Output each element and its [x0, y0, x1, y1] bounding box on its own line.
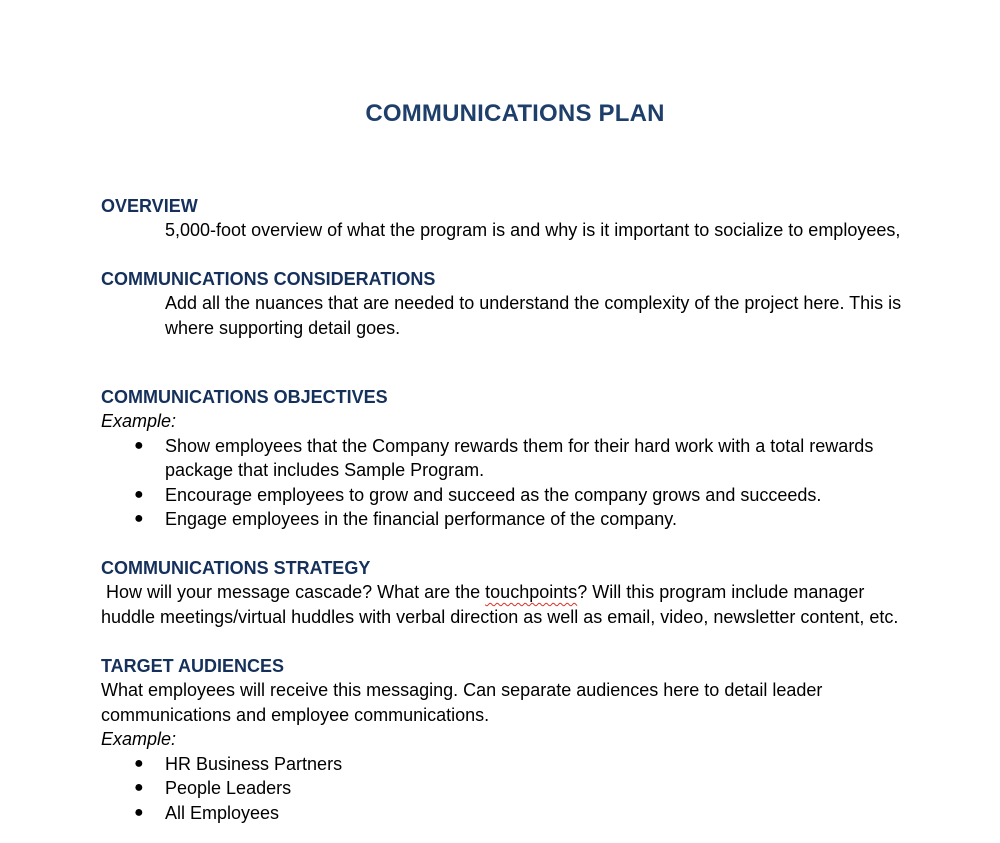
audiences-example-label: Example: — [101, 729, 177, 749]
audience-item: All Employees — [165, 802, 280, 823]
audiences-line-1: What employees will receive this messaging. Can separate audiences here to detail leader — [101, 680, 823, 700]
strategy-line-1 — [101, 580, 941, 605]
audiences-list — [101, 752, 941, 826]
audience-item: People Leaders — [165, 778, 292, 798]
considerations-line-2: where supporting detail goes. — [165, 317, 401, 338]
strategy-section — [101, 556, 941, 629]
misspelled-word[interactable]: touchpoints — [485, 582, 578, 602]
audiences-line-2: communications and employee communications. — [101, 704, 490, 725]
strategy-heading: COMMUNICATIONS STRATEGY — [101, 558, 371, 578]
considerations-line-1: Add all the nuances that are needed to understand the complexity of the project here. This is — [165, 293, 902, 313]
list-item — [101, 776, 941, 801]
overview-text: 5,000-foot overview of what the program is and why is it important to socialize to employees, — [165, 220, 901, 240]
bullet-icon: ● — [134, 754, 144, 772]
audience-item: HR Business Partners — [165, 753, 343, 774]
bullet-icon: ● — [134, 779, 144, 796]
overview-heading: OVERVIEW — [101, 196, 198, 216]
audiences-heading: TARGET AUDIENCES — [101, 656, 285, 676]
page-title: COMMUNICATIONS PLAN — [365, 100, 665, 127]
bullet-icon: ● — [134, 803, 144, 821]
objective-1-line-1: Show employees that the Company rewards them for their hard work with a total rewards — [165, 435, 874, 456]
overview-section — [101, 194, 941, 243]
list-item — [101, 801, 941, 826]
objective-1-line-2: package that includes Sample Program. — [165, 460, 485, 480]
considerations-section — [101, 267, 941, 340]
list-item — [101, 483, 941, 508]
bullet-icon: ● — [134, 485, 144, 503]
considerations-heading: COMMUNICATIONS CONSIDERATIONS — [101, 269, 436, 289]
objectives-heading: COMMUNICATIONS OBJECTIVES — [101, 387, 388, 407]
list-item — [101, 752, 941, 777]
objectives-section — [101, 385, 941, 532]
list-item — [101, 434, 941, 483]
list-item — [101, 507, 941, 532]
objective-2-line-1: Encourage employees to grow and succeed as the company grows and succeeds. — [165, 484, 822, 505]
objectives-example-label: Example: — [101, 411, 177, 431]
bullet-icon: ● — [134, 510, 144, 527]
strategy-line-1-part-1: How will your message cascade? What are the — [101, 582, 486, 602]
strategy-line-1-part-2: ? Will this program include manager — [577, 582, 865, 602]
audiences-section — [101, 654, 941, 825]
objective-3-line-1: Engage employees in the financial performance of the company. — [165, 509, 677, 529]
objectives-list — [101, 434, 941, 532]
bullet-icon: ● — [134, 436, 144, 454]
strategy-line-2: huddle meetings/virtual huddles with verbal direction as well as email, video, newsletter content, etc. — [101, 606, 899, 627]
